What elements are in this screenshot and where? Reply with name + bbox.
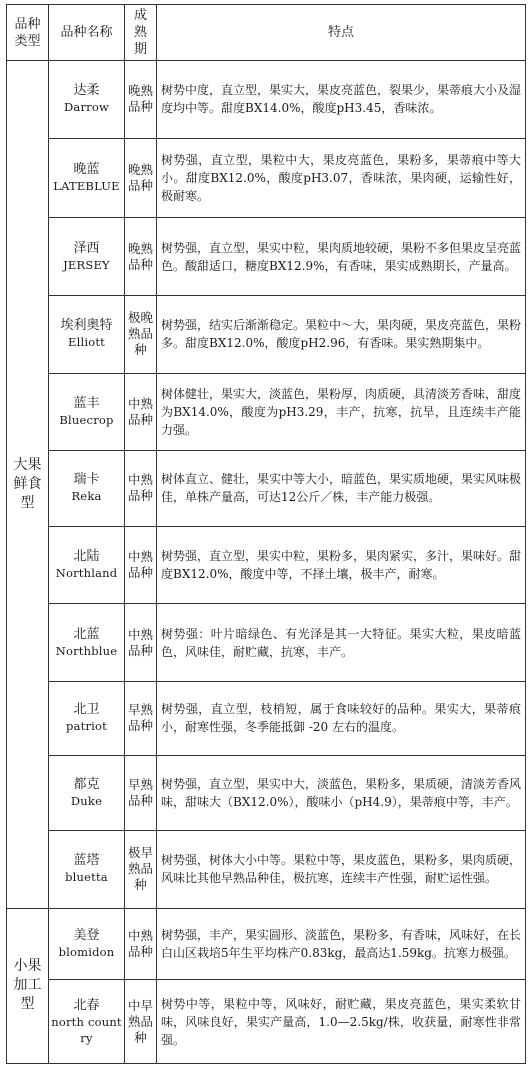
variety-name-cell [49, 908, 125, 979]
table-row [7, 373, 526, 451]
header-features: 特点 [157, 5, 526, 61]
variety-name-en: north country [51, 1014, 122, 1045]
table-row [7, 681, 526, 755]
table-row [7, 908, 526, 979]
ripening-period-cell: 晚熟品种 [125, 138, 157, 218]
variety-name-en: Northblue [55, 643, 118, 658]
variety-name-en: Bluecrop [59, 412, 114, 427]
variety-name-cn: 北卫 [73, 702, 100, 718]
variety-name-cn: 都克 [73, 776, 100, 792]
ripening-period-cell: 早熟品种 [125, 681, 157, 755]
features-cell: 树体健壮，果实大，淡蓝色，果粉厚，肉质硬，具清淡芳香味，甜度为BX14.0%，酸度为pH3.29，丰产，抗寒，抗旱，且连续丰产能力强。 [157, 373, 526, 451]
features-cell: 树势中等，果粒中等，风味好，耐贮藏，果皮亮蓝色，果实柔软甘味，风味良好，果实产量高，1.0—2.5kg/株，收获量，耐寒性非常强。 [157, 980, 526, 1064]
variety-name-en: bluetta [65, 870, 108, 885]
variety-name-en: Elliott [68, 335, 105, 350]
variety-name-cell [49, 980, 125, 1064]
features-cell: 树势强：叶片暗绿色、有光泽是其一大特征。果实大粒，果皮暗蓝色，风味佳，耐贮藏，抗寒，丰产。 [157, 604, 526, 682]
variety-name-cn: 北蓝 [73, 626, 100, 642]
table-row [7, 451, 526, 527]
variety-name-cell [49, 526, 125, 604]
table-row [7, 980, 526, 1064]
ripening-period-cell: 中熟品种 [125, 373, 157, 451]
variety-name-en: blomidon [58, 944, 115, 959]
blueberry-variety-table [6, 4, 526, 1064]
ripening-period-cell: 极晚熟品种 [125, 295, 157, 373]
header-row [7, 5, 526, 61]
variety-table-sheet [6, 4, 526, 1064]
variety-name-cell [49, 138, 125, 218]
variety-type-cell: 小果加工型 [7, 908, 49, 1063]
features-cell: 树势强，直立型，果实中粒，果粉多，果肉紧实，多汁，果味好。甜度BX12.0%，酸度中等，不择土壤，极丰产，耐寒。 [157, 526, 526, 604]
variety-name-cn: 晚蓝 [73, 161, 100, 177]
variety-type-cell: 大果鲜食型 [7, 61, 49, 909]
ripening-period-cell: 极早熟品种 [125, 831, 157, 909]
ripening-period-cell: 中早熟品种 [125, 980, 157, 1064]
variety-name-cn: 泽西 [73, 240, 100, 256]
variety-name-cell [49, 295, 125, 373]
variety-name-cn: 美登 [73, 927, 100, 943]
variety-name-cell [49, 218, 125, 296]
variety-name-en: Darrow [63, 100, 110, 115]
features-cell: 树势强，丰产，果实圆形、淡蓝色，果粉多，有香味，风味好，在长白山区栽培5年生平均株产0.83kg，最高达1.59kg。抗寒力极强。 [157, 908, 526, 979]
table-row [7, 831, 526, 909]
ripening-period-cell: 晚熟品种 [125, 61, 157, 139]
variety-name-cell [49, 755, 125, 831]
variety-name-cn: 蓝丰 [73, 395, 100, 411]
ripening-period-cell: 早熟品种 [125, 755, 157, 831]
table-row [7, 295, 526, 373]
table-row [7, 218, 526, 296]
header-name: 品种名称 [49, 5, 125, 61]
ripening-period-cell: 中熟品种 [125, 526, 157, 604]
variety-name-cn: 蓝塔 [73, 853, 100, 869]
variety-name-cell [49, 373, 125, 451]
ripening-period-cell: 中熟品种 [125, 908, 157, 979]
table-row [7, 755, 526, 831]
table-row [7, 138, 526, 218]
ripening-period-cell: 中熟品种 [125, 451, 157, 527]
variety-name-cn: 瑞卡 [73, 472, 100, 488]
header-ripening: 成熟期 [125, 5, 157, 61]
variety-name-en: Reka [71, 489, 102, 504]
variety-name-en: LATEBLUE [53, 178, 120, 193]
variety-name-cn: 北春 [73, 997, 100, 1013]
features-cell: 树势强，结实后渐渐稳定。果粒中～大，果肉硬，果皮亮蓝色，果粉多。甜度BX12.0%，酸度pH2.96，有香味。果实熟期集中。 [157, 295, 526, 373]
header-type: 品种类型 [7, 5, 49, 61]
features-cell: 树势强，直立型，枝梢短，属于食味较好的品种。果实大，果蒂痕小，耐寒性强，冬季能抵御 -20 左右的温度。 [157, 681, 526, 755]
table-row [7, 526, 526, 604]
features-cell: 树势强，直立型，果粒中大，果皮亮蓝色，果粉多，果蒂痕中等大小。甜度BX12.0%，酸度pH3.07，香味浓，果肉硬，运输性好，极耐寒。 [157, 138, 526, 218]
variety-name-cn: 埃利奥特 [60, 318, 113, 334]
table-row [7, 61, 526, 139]
ripening-period-cell: 晚熟品种 [125, 218, 157, 296]
variety-name-en: Northland [55, 566, 118, 581]
features-cell: 树势强，树体大小中等。果粒中等，果皮蓝色，果粉多，果肉质硬，风味比其他早熟品种佳，极抗寒，连续丰产性强，耐贮运性强。 [157, 831, 526, 909]
variety-name-en: Duke [70, 793, 103, 808]
table-row [7, 604, 526, 682]
variety-name-en: JERSEY [63, 257, 110, 272]
variety-name-cn: 北陆 [73, 549, 100, 565]
features-cell: 树势强，直立型，果实中粒，果肉质地较硬，果粉不多但果皮呈亮蓝色。酸甜适口，糖度BX12.9%，有香味，果实成熟期长，产量高。 [157, 218, 526, 296]
features-cell: 树势中度，直立型，果实大，果皮亮蓝色，裂果少，果蒂痕大小及湿度均中等。甜度BX14.0%，酸度pH3.45，香味浓。 [157, 61, 526, 139]
variety-name-en: patriot [66, 719, 107, 734]
features-cell: 树势强，直立型，果实中大，淡蓝色，果粉多，果质硬，清淡芳香风味，甜味大（BX12.0%），酸味小（pH4.9），果蒂痕中等，丰产。 [157, 755, 526, 831]
variety-name-cell [49, 604, 125, 682]
variety-name-cell [49, 61, 125, 139]
variety-name-cell [49, 831, 125, 909]
variety-name-cell [49, 451, 125, 527]
features-cell: 树体直立、健壮，果实中等大小，暗蓝色，果实质地硬，果实风味极佳，单株产量高，可达12公斤／株，丰产能力极强。 [157, 451, 526, 527]
variety-name-cn: 达柔 [73, 83, 100, 99]
variety-name-cell [49, 681, 125, 755]
ripening-period-cell: 中熟品种 [125, 604, 157, 682]
